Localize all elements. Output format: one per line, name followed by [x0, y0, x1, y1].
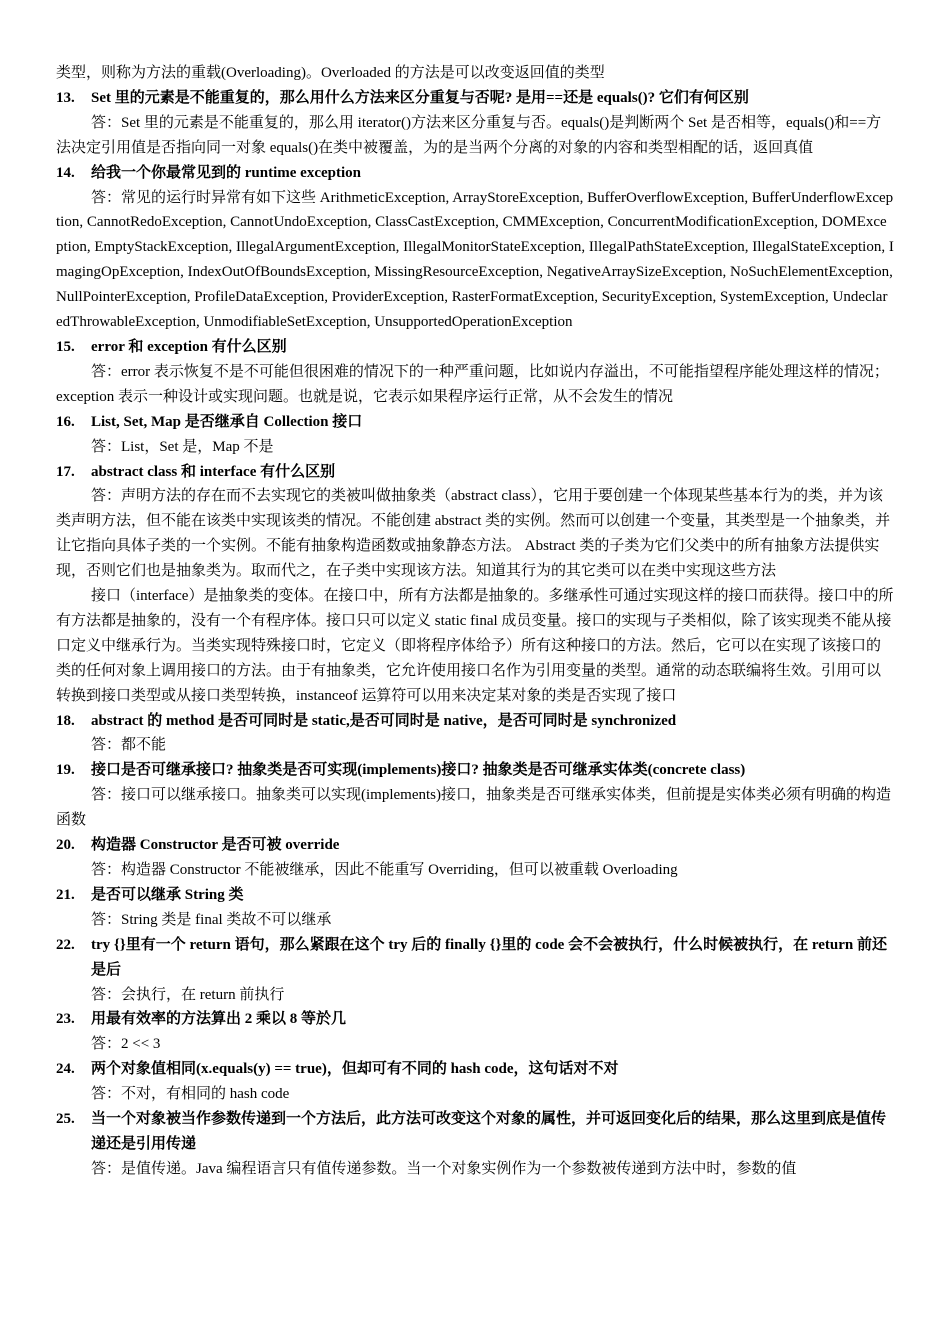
answer-paragraph: 接口（interface）是抽象类的变体。在接口中，所有方法都是抽象的。多继承性可通过实现这样的接口而获得。接口中的所有方法都是抽象的，没有一个有程序体。接口只可以定义 static final 成员变量。接口的实现与子类相似，除了该实现类不能从接口定义中继承行为。当类实现特殊接口时，它定义（即将程序体给予）所有这种接口的方法。然后，它可以在实现了该接口的类的任何对象上调用接口的方法。由于有抽象类，它允许使用接口名作为引用变量的类型。通常的动态联编将生效。引用可以转换到接口类型或从接口类型转换，instanceof 运算符可以用来决定某对象的类是否实现了接口	[56, 588, 894, 704]
answer-paragraph: 答：List，Set 是，Map 不是	[91, 438, 274, 455]
answer-paragraph: 答：Set 里的元素是不能重复的，那么用 iterator()方法来区分重复与否。equals()是判断两个 Set 是否相等，equals()和==方法决定引用值是否指向同一对象 equals()在类中被覆盖，为的是当两个分离的对象的内容和类型相配的话，返回真值	[56, 114, 882, 156]
question-text: abstract class 和 interface 有什么区别	[91, 463, 336, 480]
question-22	[56, 933, 894, 983]
question-text: Set 里的元素是不能重复的，那么用什么方法来区分重复与否呢? 是用==还是 equals()? 它们有何区别	[91, 89, 749, 106]
question-number: 20.	[56, 837, 75, 854]
answer-paragraph: 答：不对，有相同的 hash code	[91, 1086, 290, 1103]
question-number: 19.	[56, 762, 75, 779]
question-text: 是否可以继承 String 类	[91, 886, 244, 903]
question-number: 22.	[56, 936, 75, 953]
question-number: 25.	[56, 1111, 75, 1128]
answer-paragraph: 答：2 << 3	[91, 1036, 161, 1053]
question-text: 接口是否可继承接口? 抽象类是否可实现(implements)接口? 抽象类是否可继承实体类(concrete class)	[91, 762, 746, 779]
question-18	[56, 709, 894, 734]
question-number: 17.	[56, 463, 75, 480]
answer-paragraph: 答：构造器 Constructor 不能被继承，因此不能重写 Overriding，但可以被重载 Overloading	[91, 862, 678, 878]
question-text: 给我一个你最常见到的 runtime exception	[91, 164, 361, 181]
question-13	[56, 86, 894, 111]
answer-paragraph: 答：error 表示恢复不是不可能但很困难的情况下的一种严重问题，比如说内存溢出，不可能指望程序能处理这样的情况；exception 表示一种设计或实现问题。也就是说，它表示如果程序运行正常，从不会发生的情况	[56, 363, 889, 405]
answer-paragraph: 答：接口可以继承接口。抽象类可以实现(implements)接口，抽象类是否可继承实体类，但前提是实体类必须有明确的构造函数	[56, 787, 891, 829]
question-text: 构造器 Constructor 是否可被 override	[91, 837, 340, 854]
question-text: try {}里有一个 return 语句，那么紧跟在这个 try 后的 finally {}里的 code 会不会被执行，什么时候被执行，在 return 前还是后	[91, 936, 887, 978]
question-19	[56, 758, 894, 783]
question-text: List, Set, Map 是否继承自 Collection 接口	[91, 413, 363, 430]
question-text: 用最有效率的方法算出 2 乘以 8 等於几	[91, 1011, 347, 1028]
question-number: 16.	[56, 413, 75, 430]
question-24	[56, 1057, 894, 1082]
question-number: 21.	[56, 886, 75, 903]
question-14	[56, 161, 894, 186]
answer-paragraph: 答：都不能	[91, 737, 167, 754]
answer-paragraph: 答：声明方法的存在而不去实现它的类被叫做抽象类（abstract class），它用于要创建一个体现某些基本行为的类，并为该类声明方法，但不能在该类中实现该类的情况。不能创建 abstract 类的实例。然而可以创建一个变量，其类型是一个抽象类，并让它指向具体子类的一个实例。不能有抽象构造函数或抽象静态方法。 Abstract 类的子类为它们父类中的所有抽象方法提供实现，否则它们也是抽象类为。取而代之，在子类中实现该方法。知道其行为的其它类可以在类中实现这些方法	[56, 488, 891, 580]
question-25	[56, 1107, 894, 1157]
question-text: 当一个对象被当作参数传递到一个方法后，此方法可改变这个对象的属性，并可返回变化后的结果，那么这里到底是值传递还是引用传递	[91, 1111, 887, 1152]
question-text: 两个对象值相同(x.equals(y) == true)，但却可有不同的 hash code，这句话对不对	[91, 1061, 619, 1078]
question-number: 15.	[56, 338, 75, 355]
question-20	[56, 833, 894, 858]
question-number: 23.	[56, 1011, 75, 1028]
answer-paragraph: 答：常见的运行时异常有如下这些 ArithmeticException, ArrayStoreException, BufferOverflowException, BufferUnderflowException, CannotRedoException, CannotUndoException, ClassCastException, CMMException, ConcurrentModificationException, DOMException, EmptyStackException, IllegalArgumentException, IllegalMonitorStateException, IllegalPathStateException, IllegalStateException, ImagingOpException, IndexOutOfBoundsException, MissingResourceException, NegativeArraySizeException, NoSuchElementException, NullPointerException, ProfileDataException, ProviderException, RasterFormatException, SecurityException, SystemException, UndeclaredThrowableException, UnmodifiableSetException, UnsupportedOperationException	[56, 189, 894, 331]
answer-paragraph: 答：是值传递。Java 编程语言只有值传递参数。当一个对象实例作为一个参数被传递到方法中时，参数的值	[91, 1160, 797, 1177]
question-text: error 和 exception 有什么区别	[91, 338, 287, 355]
answer-paragraph: 答：String 类是 final 类故不可以继承	[91, 911, 332, 928]
question-16	[56, 410, 894, 435]
question-15	[56, 335, 894, 360]
question-number: 14.	[56, 164, 75, 181]
answer-paragraph: 答：会执行，在 return 前执行	[91, 986, 285, 1003]
qa-list	[56, 86, 894, 1182]
question-text: abstract 的 method 是否可同时是 static,是否可同时是 native，是否可同时是 synchronized	[91, 712, 677, 729]
question-number: 24.	[56, 1061, 75, 1078]
question-number: 18.	[56, 712, 75, 729]
question-23	[56, 1007, 894, 1032]
question-number: 13.	[56, 89, 75, 106]
question-17	[56, 460, 894, 485]
question-21	[56, 883, 894, 908]
intro-paragraph: 类型，则称为方法的重载(Overloading)。Overloaded 的方法是可以改变返回值的类型	[56, 65, 605, 81]
